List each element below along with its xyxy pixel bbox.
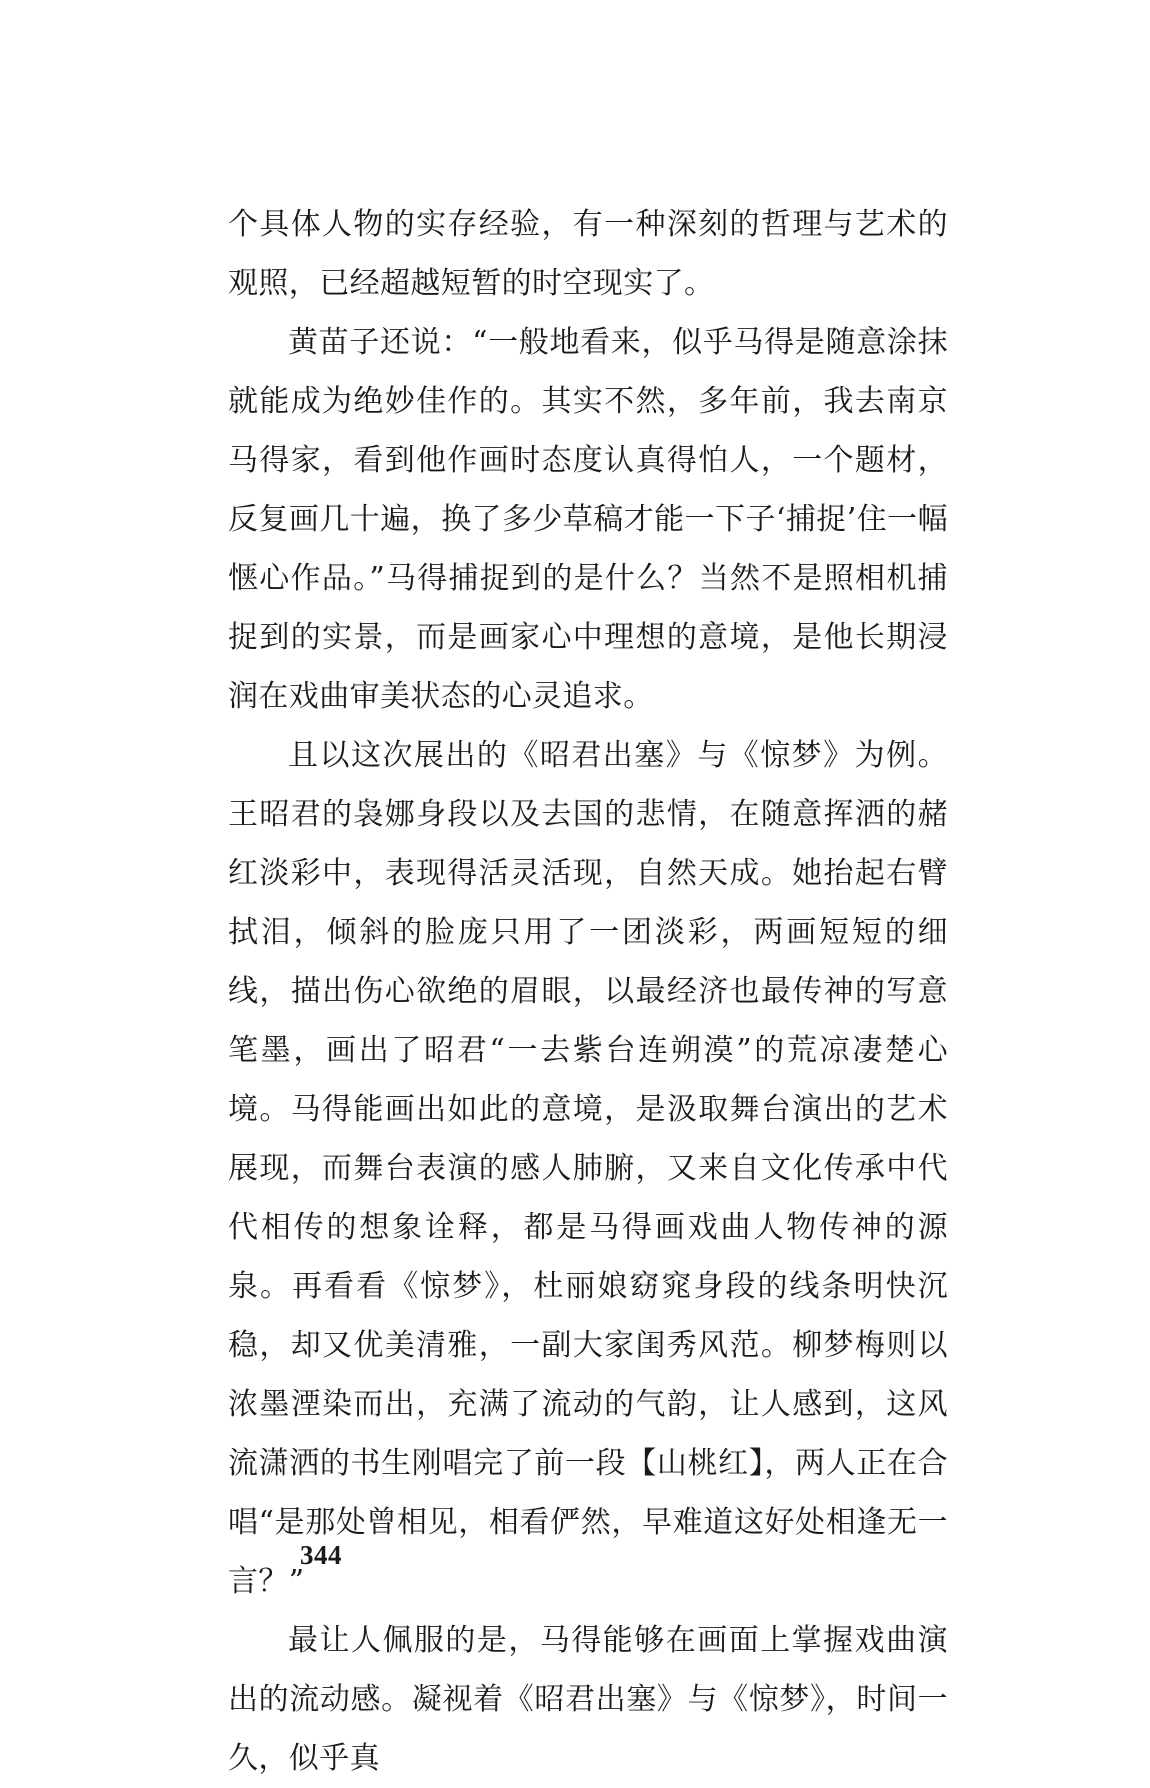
page-number: 344 — [300, 1540, 342, 1570]
paragraph-1: 个具体人物的实存经验，有一种深刻的哲理与艺术的观照，已经超越短暂的时空现实了。 — [228, 207, 948, 301]
paragraph-2: 黄苗子还说：“一般地看来，似乎马得是随意涂抹就能成为绝妙佳作的。其实不然，多年前，我去南京马得家，看到他作画时态度认真得怕人，一个题材，反复画几十遍，换了多少草稿才能一下子‘捕捉’住一幅惬心作品。”马得捕捉到的是什么？当然不是照相机捕捉到的实景，而是画家心中理想的意境，是他长期浸润在戏曲审美状态的心灵追求。 — [228, 325, 948, 714]
paragraph-4: 最让人佩服的是，马得能够在画面上掌握戏曲演出的流动感。凝视着《昭君出塞》与《惊梦》，时间一久，似乎真 — [228, 1623, 948, 1776]
paragraph-3: 且以这次展出的《昭君出塞》与《惊梦》为例。王昭君的袅娜身段以及去国的悲情，在随意挥洒的赭红淡彩中，表现得活灵活现，自然天成。她抬起右臂拭泪，倾斜的脸庞只用了一团淡彩，两画短短的细线，描出伤心欲绝的眉眼，以最经济也最传神的写意笔墨，画出了昭君“一去紫台连朔漠”的荒凉凄楚心境。马得能画出如此的意境，是汲取舞台演出的艺术展现，而舞台表演的感人肺腑，又来自文化传承中代代相传的想象诠释，都是马得画戏曲人物传神的源泉。再看看《惊梦》，杜丽娘窈窕身段的线条明快沉稳，却又优美清雅，一副大家闺秀风范。柳梦梅则以浓墨湮染而出，充满了流动的气韵，让人感到，这风流潇洒的书生刚唱完了前一段【山桃红】，两人正在合唱“是那处曾相见，相看俨然，早难道这好处相逢无一言？” — [228, 738, 948, 1599]
